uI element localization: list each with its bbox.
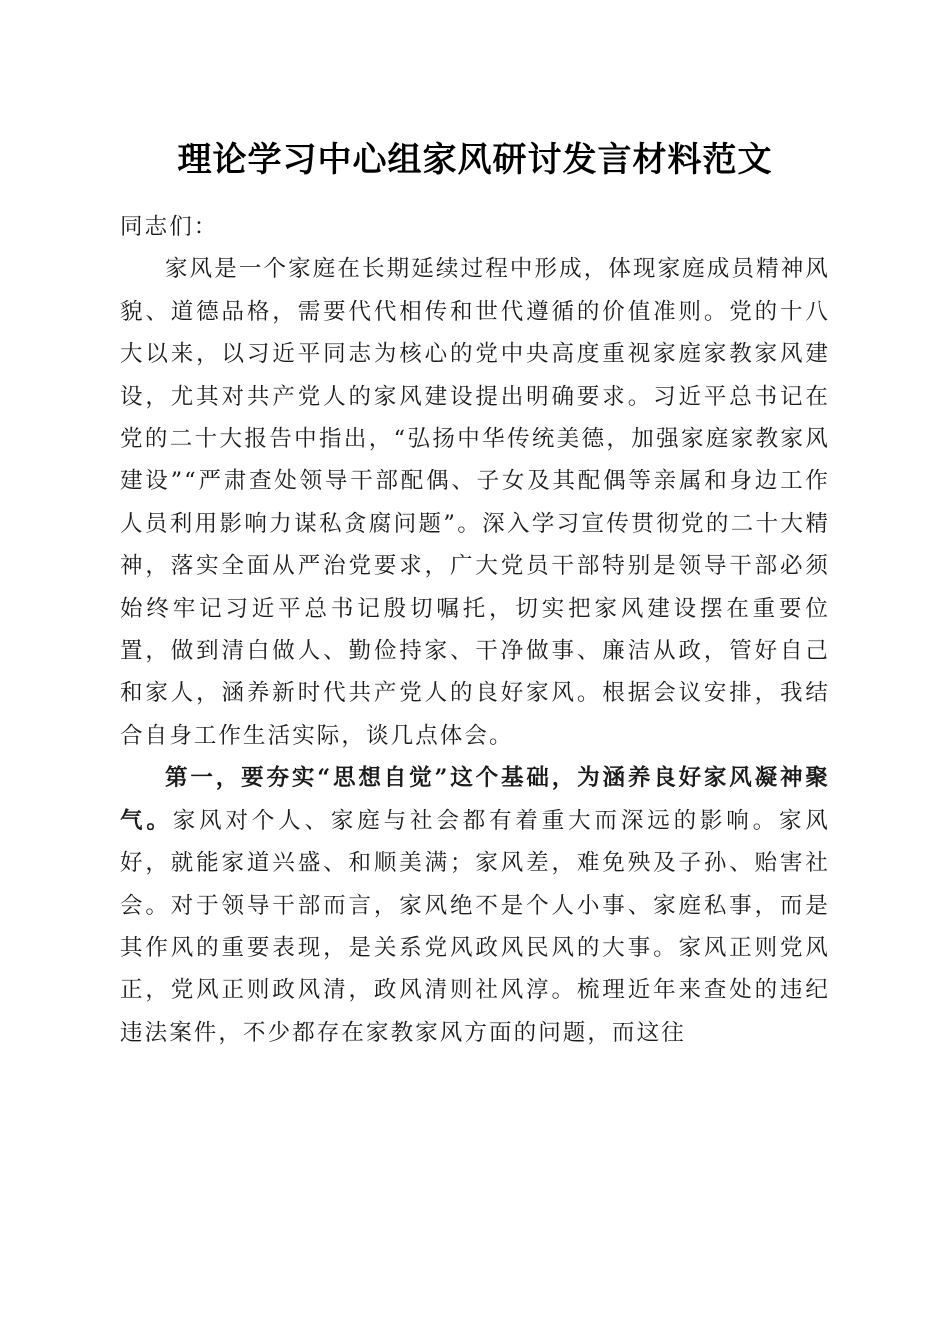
paragraph-first-point-heading: 第一，要夯实“思想自觉”这个基础，为涵养良好家风凝神聚气。 bbox=[120, 765, 830, 834]
greeting-line: 同志们： bbox=[120, 214, 219, 240]
paragraph-first-point-text: 家风对个人、家庭与社会都有着重大而深远的影响。家风好，就能家道兴盛、和顺美满；家风差，难免殃及子孙、贻害社会。对于领导干部而言，家风绝不是个人小事、家庭私事，而是其作风的重要表现，是关系党风政风民风的大事。家风正则党风正，党风正则政风清，政风清则社风淳。梳理近年来查处的违纪违法案件，不少都存在家教家风方面的问题，而这往 bbox=[120, 807, 830, 1046]
paragraph-first-point bbox=[120, 757, 830, 1054]
document-body bbox=[120, 206, 830, 1054]
document-title: 理论学习中心组家风研讨发言材料范文 bbox=[177, 140, 773, 180]
paragraph-intro: 家风是一个家庭在长期延续过程中形成，体现家庭成员精神风貌、道德品格，需要代代相传和世代遵循的价值准则。党的十八大以来，以习近平同志为核心的党中央高度重视家庭家教家风建设，尤其对共产党人的家风建设提出明确要求。习近平总书记在党的二十大报告中指出，“弘扬中华传统美德，加强家庭家教家风建设”“严肃查处领导干部配偶、子女及其配偶等亲属和身边工作人员利用影响力谋私贪腐问题”。深入学习宣传贯彻党的二十大精神，落实全面从严治党要求，广大党员干部特别是领导干部必须始终牢记习近平总书记殷切嘱托，切实把家风建设摆在重要位置，做到清白做人、勤俭持家、干净做事、廉洁从政，管好自己和家人，涵养新时代共产党人的良好家风。根据会议安排，我结合自身工作生活实际，谈几点体会。 bbox=[120, 256, 830, 749]
